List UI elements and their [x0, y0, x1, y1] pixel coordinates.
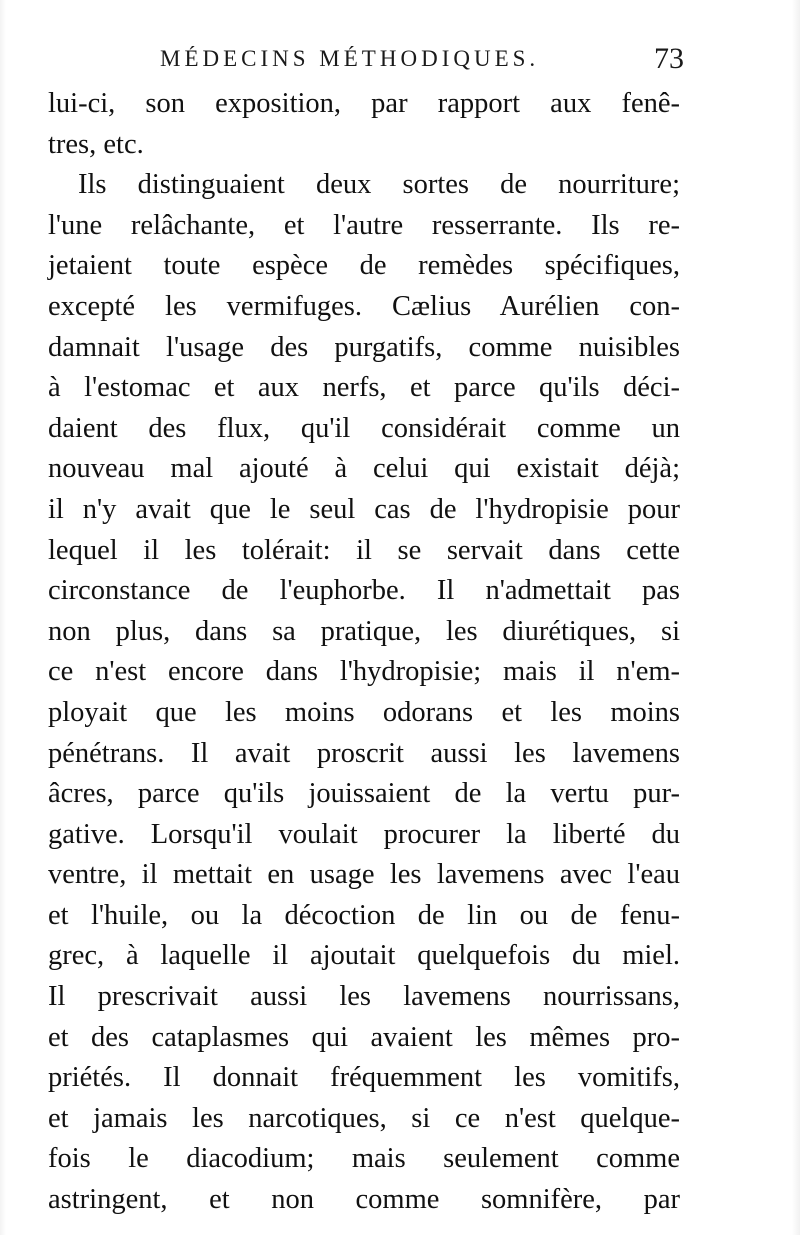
text-line: nouveau mal ajouté à celui qui existait déjà;	[48, 453, 680, 485]
text-line: Il prescrivait aussi les lavemens nourrissans,	[48, 981, 680, 1013]
text-line: grec, à laquelle il ajoutait quelquefois du miel.	[48, 940, 680, 972]
text-line: à l'estomac et aux nerfs, et parce qu'ils déci-	[48, 372, 680, 404]
text-line: et jamais les narcotiques, si ce n'est quelque-	[48, 1102, 680, 1134]
text-line: il n'y avait que le seul cas de l'hydropisie pour	[48, 493, 680, 525]
text-line: pénétrans. Il avait proscrit aussi les lavemens	[48, 737, 680, 769]
text-line: priétés. Il donnait fréquemment les vomitifs,	[48, 1062, 680, 1094]
text-line: et l'huile, ou la décoction de lin ou de fenu-	[48, 899, 680, 931]
text-line: gative. Lorsqu'il voulait procurer la liberté du	[48, 818, 680, 850]
text-line: et des cataplasmes qui avaient les mêmes pro-	[48, 1021, 680, 1053]
text-line: âcres, parce qu'ils jouissaient de la vertu pur-	[48, 778, 680, 810]
text-line: damnait l'usage des purgatifs, comme nuisibles	[48, 331, 680, 363]
text-line: jetaient toute espèce de remèdes spécifiques,	[48, 250, 680, 282]
text-line: l'une relâchante, et l'autre resserrante. Ils re-	[48, 209, 680, 241]
body-text	[48, 84, 680, 1221]
text-line: fois le diacodium; mais seulement comme	[48, 1143, 680, 1175]
page-number: 73	[654, 42, 684, 75]
text-line: non plus, dans sa pratique, les diurétiques, si	[48, 615, 680, 647]
text-line: lequel il les tolérait: il se servait dans cette	[48, 534, 680, 566]
running-head: MÉDECINS MÉTHODIQUES.	[160, 46, 540, 71]
text-line: daient des flux, qu'il considérait comme un	[48, 412, 680, 444]
text-line: astringent, et non comme somnifère, par	[48, 1184, 680, 1216]
text-line: ventre, il mettait en usage les lavemens avec l'eau	[48, 859, 680, 891]
text-line: Ils distinguaient deux sortes de nourriture;	[78, 169, 680, 201]
text-line: circonstance de l'euphorbe. Il n'admettait pas	[48, 575, 680, 607]
text-line: lui-ci, son exposition, par rapport aux fenê-	[48, 88, 680, 119]
text-line: ployait que les moins odorans et les moins	[48, 696, 680, 728]
text-line: excepté les vermifuges. Cælius Aurélien con-	[48, 290, 680, 322]
text-line: tres, etc.	[48, 128, 144, 160]
text-line: ce n'est encore dans l'hydropisie; mais il n'em-	[48, 656, 680, 688]
page-header	[48, 42, 688, 82]
